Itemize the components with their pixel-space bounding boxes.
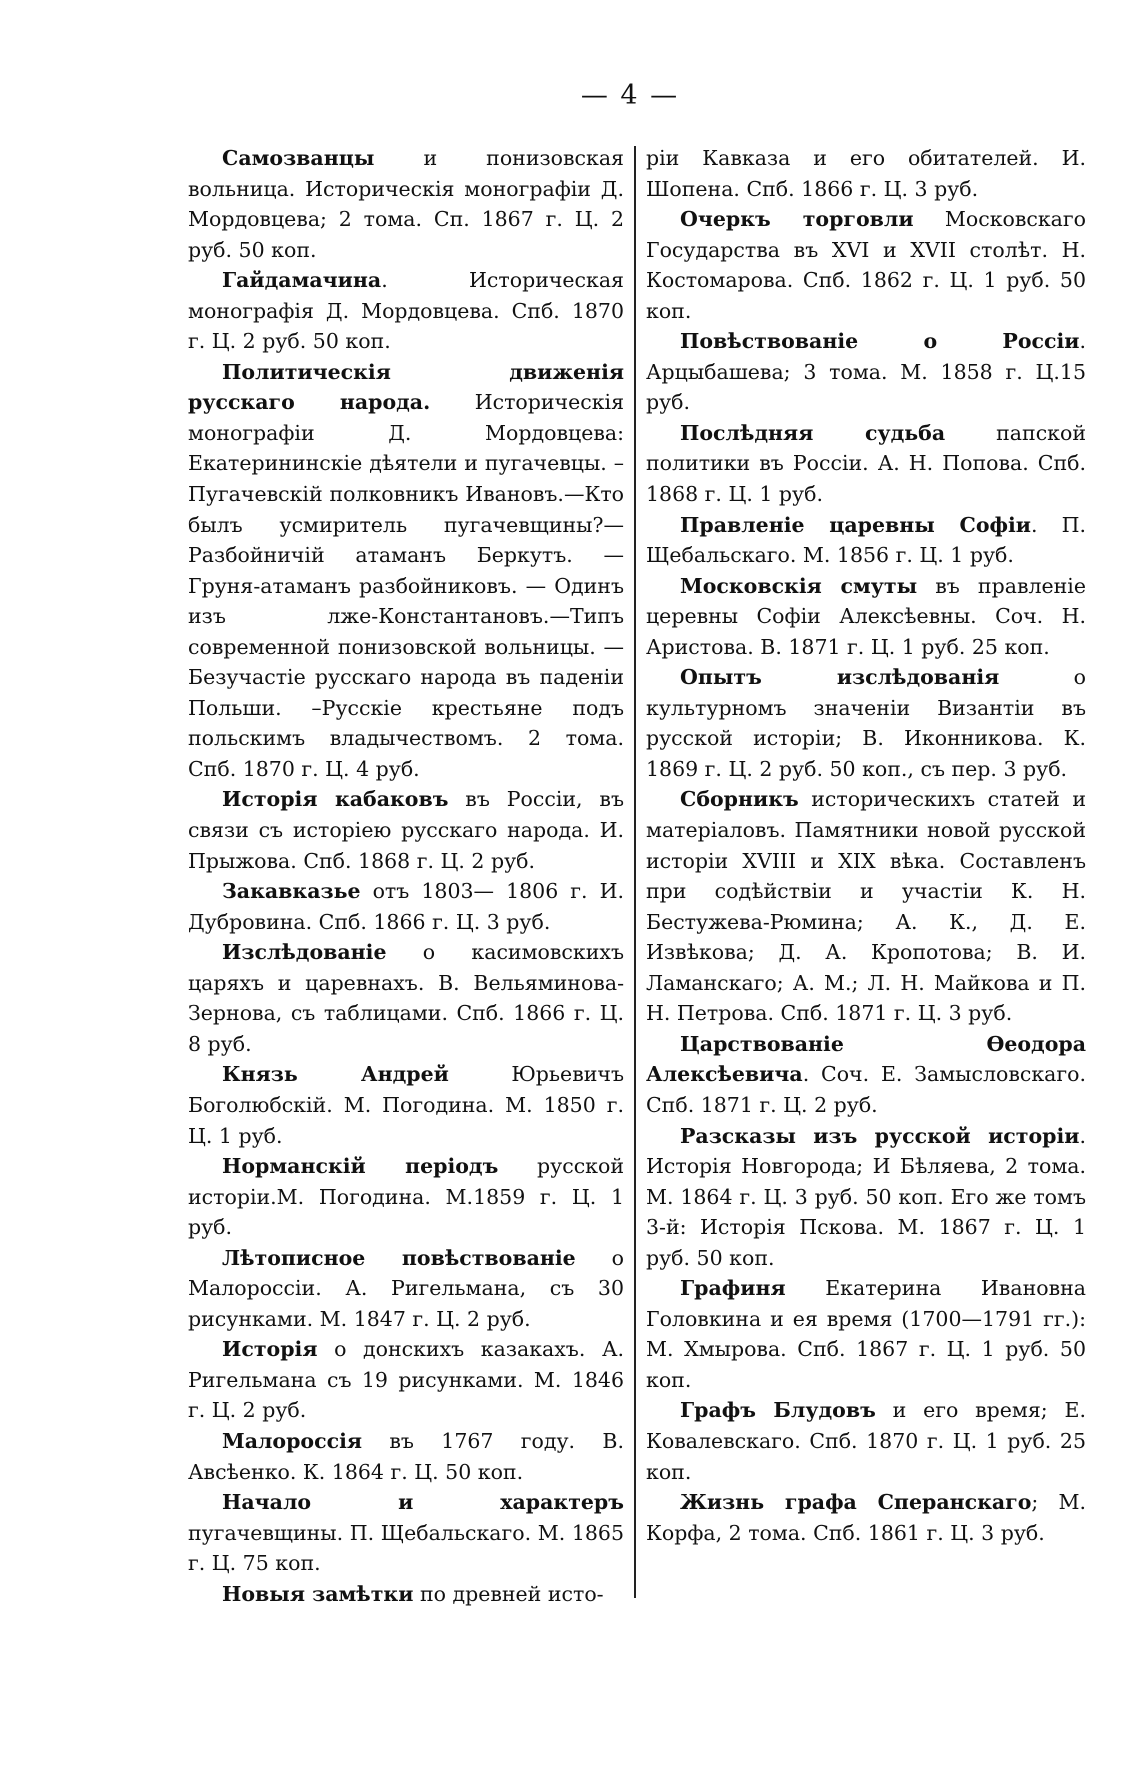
catalog-entry — [188, 1059, 624, 1151]
entry-description: Екатерина Ивановна Головкина и ея время (1700—1791 гг.): М. Хмырова. Спб. 1867 г. Ц. 1 руб. 50 коп. — [646, 1276, 1086, 1392]
entry-description: ріи Кавказа и его обитателей. И. Шопена. Спб. 1866 г. Ц. 3 руб. — [646, 146, 1086, 201]
entry-title: Графиня — [680, 1276, 786, 1301]
catalog-entry — [646, 1395, 1086, 1487]
catalog-entry — [188, 876, 624, 937]
entry-title: Разсказы изъ русской исторіи — [680, 1123, 1080, 1148]
entry-title: Князь Андрей — [222, 1062, 449, 1087]
entry-description: и его время; Е. Ковалевскаго. Спб. 1870 г. Ц. 1 руб. 25 коп. — [646, 1398, 1086, 1484]
entry-description: въ правленіе церевны Софіи Алексѣевны. Соч. Н. Аристова. В. 1871 г. Ц. 1 руб. 25 коп. — [646, 573, 1086, 659]
page-number: — 4 — — [580, 80, 680, 111]
entry-title: Норманскій періодъ — [222, 1154, 499, 1179]
catalog-entry — [646, 1029, 1086, 1121]
entry-description: ; М. Корфа, 2 тома. Спб. 1861 г. Ц. 3 руб. — [646, 1490, 1086, 1545]
entry-description: о донскихъ казакахъ. А. Ригельмана съ 19 рисунками. М. 1846 г. Ц. 2 руб. — [188, 1337, 624, 1423]
entry-description: историческихъ статей и матеріаловъ. Памятники новой русской исторіи XVIII и XIX вѣка. Составленъ при содѣйствіи и участіи К. Н. Бестужева-Рюмина; А. К., Д. Е. Извѣкова; Д. А. Кропотова; В. И. Ламанскаго; А. М.; Л. Н. Майкова и П. Н. Петрова. Спб. 1871 г. Ц. 3 руб. — [646, 787, 1086, 1026]
catalog-entry — [188, 1426, 624, 1487]
entry-title: Исторія — [222, 1337, 318, 1362]
entry-title: Послѣдняя судьба — [680, 420, 946, 445]
entry-description: о культурномъ значеніи Византіи въ русской исторіи; В. Иконникова. К. 1869 г. Ц. 2 руб. 50 коп., съ пер. 3 руб. — [646, 665, 1086, 781]
catalog-entry — [646, 418, 1086, 510]
entry-title: Гайдамачина — [222, 268, 382, 293]
right-column — [646, 143, 1086, 1548]
entry-description: Юрьевичъ Боголюбскій. М. Погодина. М. 1850 г. Ц. 1 руб. — [188, 1062, 624, 1148]
catalog-entry — [646, 662, 1086, 784]
entry-title: Правленіе царевны Софіи — [680, 512, 1032, 537]
entry-title: Графъ Блудовъ — [680, 1398, 876, 1423]
entry-description: и понизовская вольница. Историческія монографіи Д. Мордовцева; 2 тома. Сп. 1867 г. Ц. 2 руб. 50 коп. — [188, 146, 624, 262]
entry-description: по древней исто- — [413, 1581, 604, 1606]
catalog-entry — [188, 784, 624, 876]
entry-title: Политическія движенія русскаго народа. — [188, 359, 624, 415]
entry-description: папской политики въ Россіи. А. Н. Попова. Спб. 1868 г. Ц. 1 руб. — [646, 420, 1086, 507]
catalog-entry — [646, 326, 1086, 418]
catalog-entry — [188, 1151, 624, 1243]
entry-description: о касимовскихъ царяхъ и царевнахъ. В. Вельяминова-Зернова, съ таблицами. Спб. 1866 г. Ц. 8 руб. — [188, 940, 624, 1056]
entry-description: . Соч. Е. Замысловскаго. Спб. 1871 г. Ц. 2 руб. — [646, 1062, 1086, 1117]
catalog-entry — [188, 1243, 624, 1335]
entry-title: Лѣтописное повѣствованіе — [222, 1245, 576, 1270]
catalog-entry — [646, 571, 1086, 663]
entry-title: Жизнь графа Сперанскаго — [680, 1490, 1032, 1515]
column-divider — [634, 146, 636, 1598]
catalog-entry — [188, 357, 624, 785]
entry-title: Повѣствованіе о Россіи — [680, 329, 1080, 354]
catalog-entry — [646, 510, 1086, 571]
entry-description: . П. Щебальскаго. М. 1856 г. Ц. 1 руб. — [646, 512, 1086, 568]
entry-description: русской исторіи.М. Погодина. М.1859 г. Ц. 1 руб. — [188, 1154, 625, 1240]
entry-description: въ Россіи, въ связи съ исторіею русскаго народа. И. Прыжова. Спб. 1868 г. Ц. 2 руб. — [188, 787, 624, 873]
entry-description: Историческія монографіи Д. Мордовцева: Екатерининскіе дѣятели и пугачевцы. – Пугачевскій полковникъ Ивановъ.—Кто былъ усмиритель пугачевщины?— Разбойничій атаманъ Беркутъ. — Груня-атаманъ разбойниковъ. — Одинъ изъ лже-Константановъ.—Типъ современной понизовской вольницы. — Безучастіе русскаго народа въ паденіи Польши. –Русскіе крестьяне подъ польскимъ владычествомъ. 2 тома. Спб. 1870 г. Ц. 4 руб. — [188, 390, 625, 781]
entry-title: Малороссія — [222, 1428, 363, 1453]
entry-description: . Арцыбашева; 3 тома. М. 1858 г. Ц.15 руб. — [646, 329, 1086, 415]
catalog-entry — [646, 143, 1086, 204]
entry-title: Самозванцы — [222, 146, 375, 170]
catalog-entry — [188, 1487, 624, 1579]
entry-description: отъ 1803— 1806 г. И. Дубровина. Спб. 1866 г. Ц. 3 руб. — [188, 879, 624, 934]
entry-description: . Исторія Новгорода; И Бѣляева, 2 тома. М. 1864 г. Ц. 3 руб. 50 коп. Его же томъ 3-й: Исторія Пскова. М. 1867 г. Ц. 1 руб. 50 коп. — [646, 1123, 1086, 1270]
catalog-entry — [188, 1579, 624, 1610]
catalog-entry — [188, 1334, 624, 1426]
catalog-entry — [188, 937, 624, 1059]
catalog-entry — [646, 1273, 1086, 1395]
entry-description: . Историческая монографія Д. Мордовцева. Спб. 1870 г. Ц. 2 руб. 50 коп. — [188, 268, 624, 354]
entry-title: Опытъ изслѣдованія — [680, 665, 1000, 690]
entry-title: Закавказье — [222, 879, 361, 904]
catalog-entry — [188, 265, 624, 357]
entry-title: Новыя замѣтки — [222, 1581, 414, 1606]
catalog-entry — [646, 1487, 1086, 1548]
entry-title: Начало и характеръ — [222, 1490, 624, 1515]
entry-title: Изслѣдованіе — [222, 940, 387, 965]
entry-title: Московскія смуты — [680, 573, 918, 598]
catalog-entry — [646, 204, 1086, 326]
entry-description: въ 1767 году. В. Авсѣенко. К. 1864 г. Ц. 50 коп. — [188, 1428, 624, 1484]
entry-title: Исторія кабаковъ — [222, 787, 449, 812]
left-column — [188, 143, 624, 1609]
entry-description: о Малороссіи. А. Ригельмана, съ 30 рисунками. М. 1847 г. Ц. 2 руб. — [188, 1245, 624, 1331]
catalog-entry — [188, 143, 624, 265]
entry-description: Московскаго Государства въ XVI и XVII столѣт. Н. Костомарова. Спб. 1862 г. Ц. 1 руб. 50 коп. — [646, 207, 1086, 323]
entry-title: Сборникъ — [680, 787, 799, 812]
entry-title: Очеркъ торговли — [680, 207, 914, 232]
catalog-entry — [646, 784, 1086, 1028]
entry-description: пугачевщины. П. Щебальскаго. М. 1865 г. Ц. 75 коп. — [188, 1520, 624, 1576]
entry-title: Царствованіе Ѳеодора Алексѣевича — [646, 1031, 1086, 1087]
catalog-entry — [646, 1121, 1086, 1274]
